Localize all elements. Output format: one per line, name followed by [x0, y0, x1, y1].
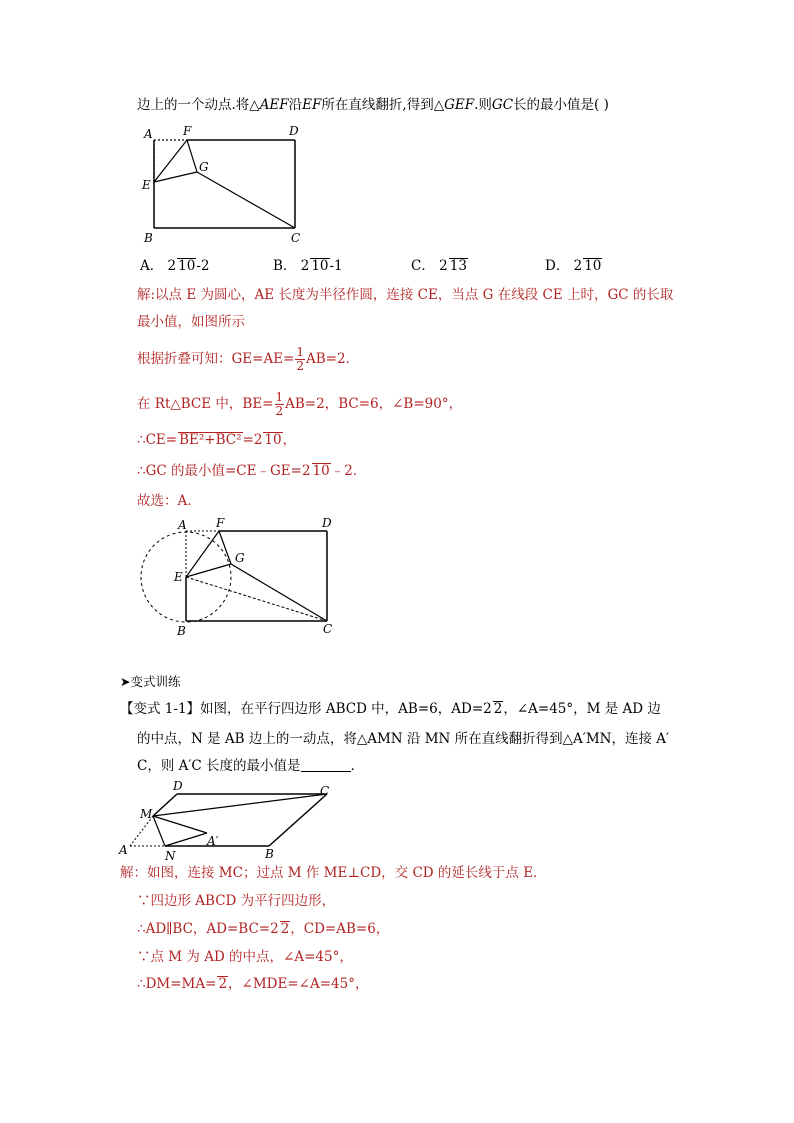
figure-1-rectangle	[140, 122, 310, 247]
figure-3-parallelogram	[115, 778, 355, 866]
fig2-label-g: G	[235, 551, 245, 565]
fig2-label-e: E	[174, 570, 183, 584]
solution-line-4: 在 Rt△BCE 中，BE= $\frac{1}{2}$ AB=2，BC=6，∠B=90°，	[137, 390, 463, 418]
variant-line-3: C，则 A′C 长度的最小值是 ．	[137, 758, 365, 774]
solution-line-7: 故选：A．	[137, 493, 201, 509]
option-d: D． 2 10	[545, 258, 602, 274]
fig2-label-d: D	[322, 516, 332, 530]
figure-2-circle-construction	[138, 515, 338, 640]
option-a: A． 2 10-2	[140, 258, 210, 274]
fig2-label-c: C	[323, 622, 333, 636]
fig1-label-g: G	[199, 160, 209, 174]
fig3-label-a: A	[119, 843, 128, 857]
fig1-label-f: F	[183, 124, 192, 138]
option-b: B． 2 10-1	[273, 258, 343, 274]
fig3-label-n: N	[165, 849, 176, 863]
fig1-label-c: C	[291, 231, 301, 245]
fig1-label-e: E	[142, 178, 151, 192]
fig2-label-b: B	[177, 624, 186, 638]
solution2-line-3: ∴AD∥BC，AD=BC=2 2，CD=AB=6，	[137, 921, 390, 937]
section-title: ➤变式训练	[120, 674, 181, 689]
fig3-label-b: B	[265, 847, 274, 861]
variant-line-1: 【变式 1-1】如图，在平行四边形 ABCD 中，AB=6，AD=2 2，∠A=45°，M 是 AD 边	[120, 701, 661, 717]
fig1-label-b: B	[144, 231, 153, 245]
answer-blank	[301, 771, 351, 772]
fig2-label-f: F	[216, 516, 225, 530]
solution2-line-4: ∵点 M 为 AD 的中点，∠A=45°，	[137, 949, 353, 965]
solution-line-3: 根据折叠可知：GE=AE= $\frac{1}{2}$ AB=2．	[137, 345, 360, 373]
fig1-label-d: D	[289, 124, 299, 138]
fig2-label-a: A	[178, 518, 187, 532]
solution2-line-5: ∴DM=MA= 2，∠MDE=∠A=45°，	[137, 976, 369, 992]
question-text: 边上的一个动点.将△AEF沿EF所在直线翻折,得到△GEF.则GC长的最小值是( )	[137, 97, 609, 113]
fig3-label-d: D	[173, 779, 183, 793]
solution2-line-1: 解：如图，连接 MC；过点 M 作 ME⊥CD，交 CD 的延长线于点 E．	[120, 865, 547, 881]
variant-line-2: 的中点，N 是 AB 边上的一动点，将△AMN 沿 MN 所在直线翻折得到△A′MN，连接 A′	[137, 731, 670, 747]
solution-line-6: ∴GC 的最小值=CE﹣GE=2 10﹣2．	[137, 463, 367, 479]
solution-line-5: ∴CE= BE²+BC²=2 10，	[137, 432, 297, 448]
solution-line-2: 最小值，如图所示	[137, 314, 245, 330]
solution-line-1: 解:以点 E 为圆心，AE 长度为半径作圆，连接 CE，当点 G 在线段 CE 上时，GC 的长取	[137, 287, 674, 303]
fig3-label-a-prime: A′	[207, 834, 219, 848]
fig1-label-a: A	[144, 127, 153, 141]
fig3-label-m: M	[140, 807, 153, 821]
fig3-label-c: C	[320, 784, 330, 798]
option-c: C． 2 13	[411, 258, 467, 274]
solution2-line-2: ∵四边形 ABCD 为平行四边形，	[137, 893, 336, 909]
